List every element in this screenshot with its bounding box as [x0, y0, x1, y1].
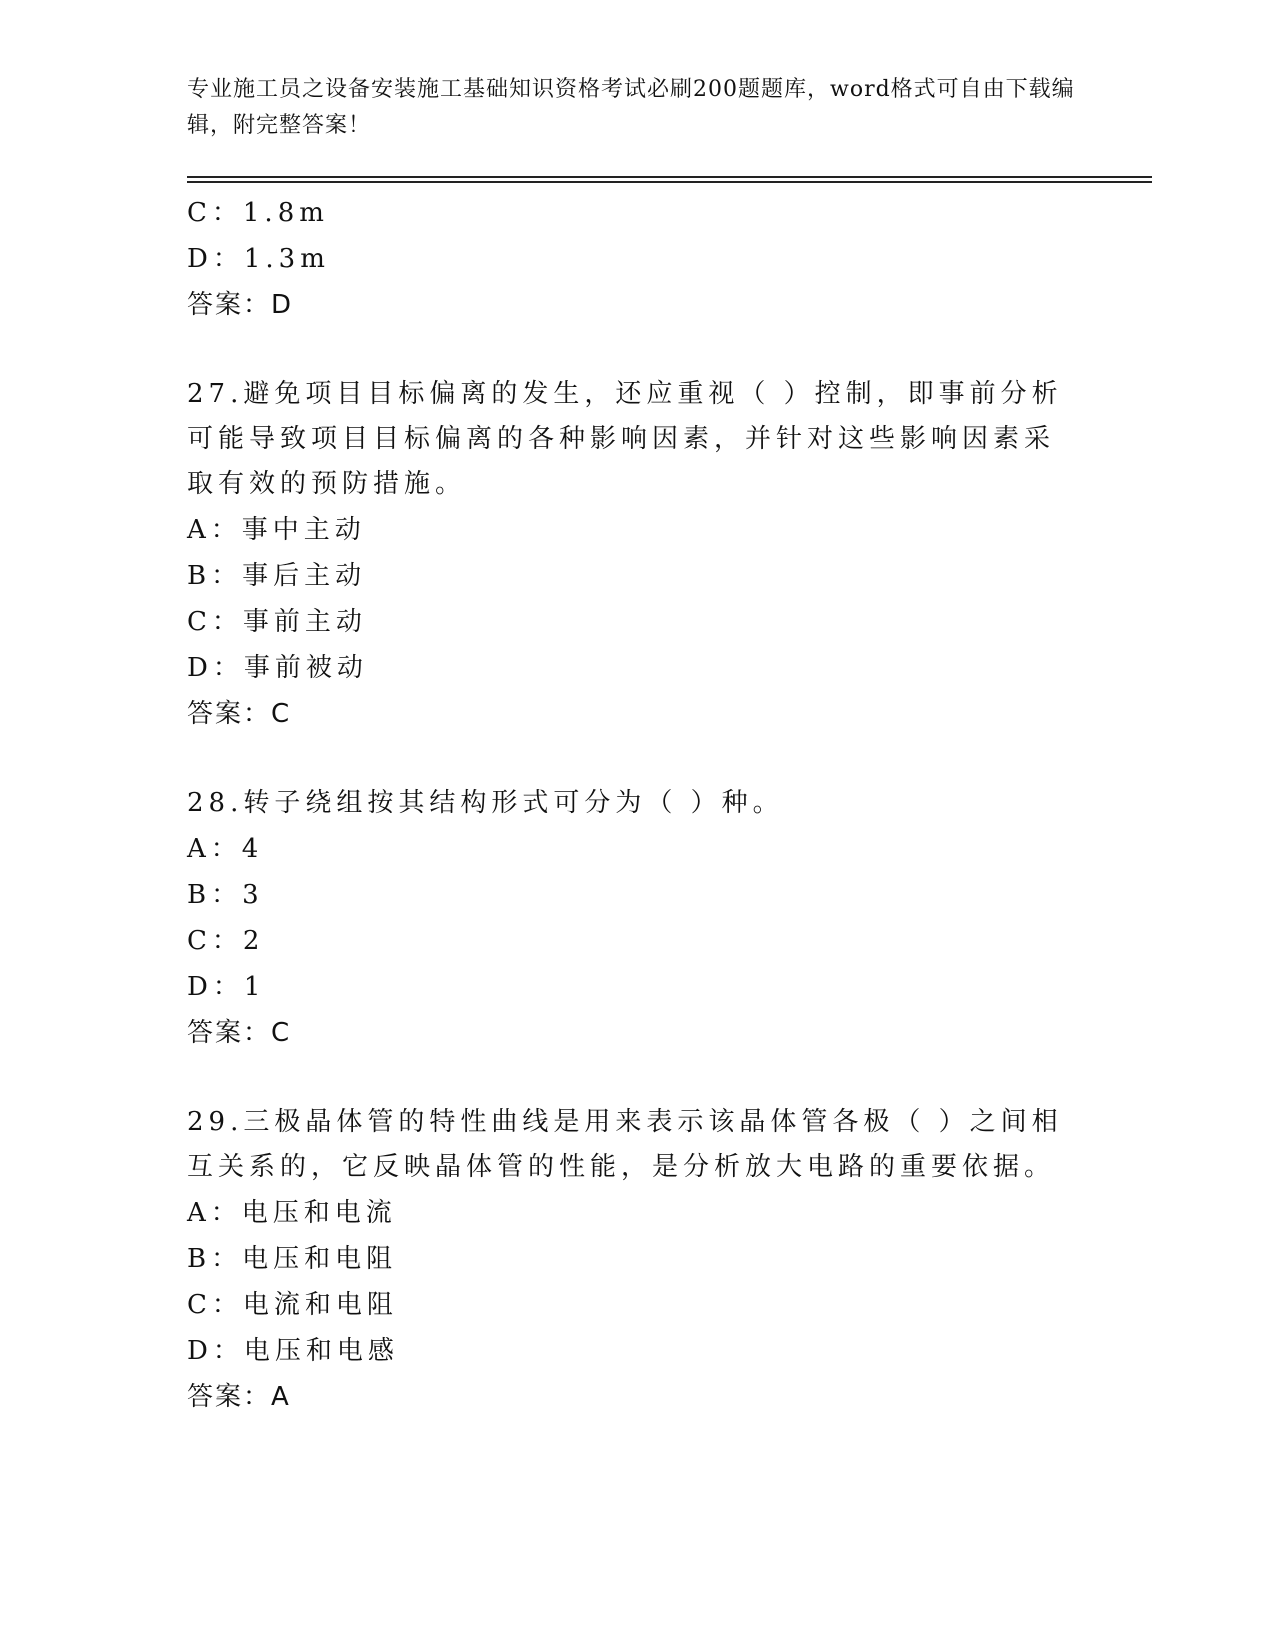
option-c: C：电流和电阻	[187, 1290, 398, 1320]
document-header	[187, 72, 1087, 144]
question-text: 29.三极晶体管的特性曲线是用来表示该晶体管各极（ ）之间相互关系的，它反映晶体管的性能，是分析放大电路的重要依据。	[187, 1107, 1063, 1182]
question-text: 28.转子绕组按其结构形式可分为（ ）种。	[187, 788, 784, 818]
carryover-block	[187, 190, 1067, 328]
answer: 答案：A	[187, 1382, 291, 1412]
header-rule-top	[187, 176, 1152, 178]
option-c: C：事前主动	[187, 607, 367, 637]
option-d: D：1.3m	[187, 244, 330, 274]
option-a: A：4	[187, 834, 264, 864]
option-b: B：事后主动	[187, 561, 367, 591]
answer: 答案：C	[187, 1018, 292, 1048]
header-rule-bottom	[187, 181, 1152, 183]
question-27	[187, 372, 1067, 737]
answer: 答案：D	[187, 290, 294, 320]
header-title: 专业施工员之设备安装施工基础知识资格考试必刷200题题库，word格式可自由下载编辑，附完整答案！	[187, 77, 1075, 138]
option-c: C：1.8m	[187, 198, 329, 228]
question-text: 27.避免项目目标偏离的发生，还应重视（ ）控制，即事前分析可能导致项目目标偏离的各种影响因素，并针对这些影响因素采取有效的预防措施。	[187, 379, 1063, 499]
option-d: D：1	[187, 972, 266, 1002]
option-d: D：事前被动	[187, 653, 368, 683]
question-28	[187, 781, 1067, 1056]
option-b: B：电压和电阻	[187, 1244, 398, 1274]
option-a: A：事中主动	[187, 515, 366, 545]
question-29	[187, 1100, 1067, 1420]
question-list	[187, 190, 1067, 1420]
option-b: B：3	[187, 880, 264, 910]
answer: 答案：C	[187, 699, 292, 729]
option-c: C：2	[187, 926, 265, 956]
option-d: D：电压和电感	[187, 1336, 399, 1366]
option-a: A：电压和电流	[187, 1198, 397, 1228]
